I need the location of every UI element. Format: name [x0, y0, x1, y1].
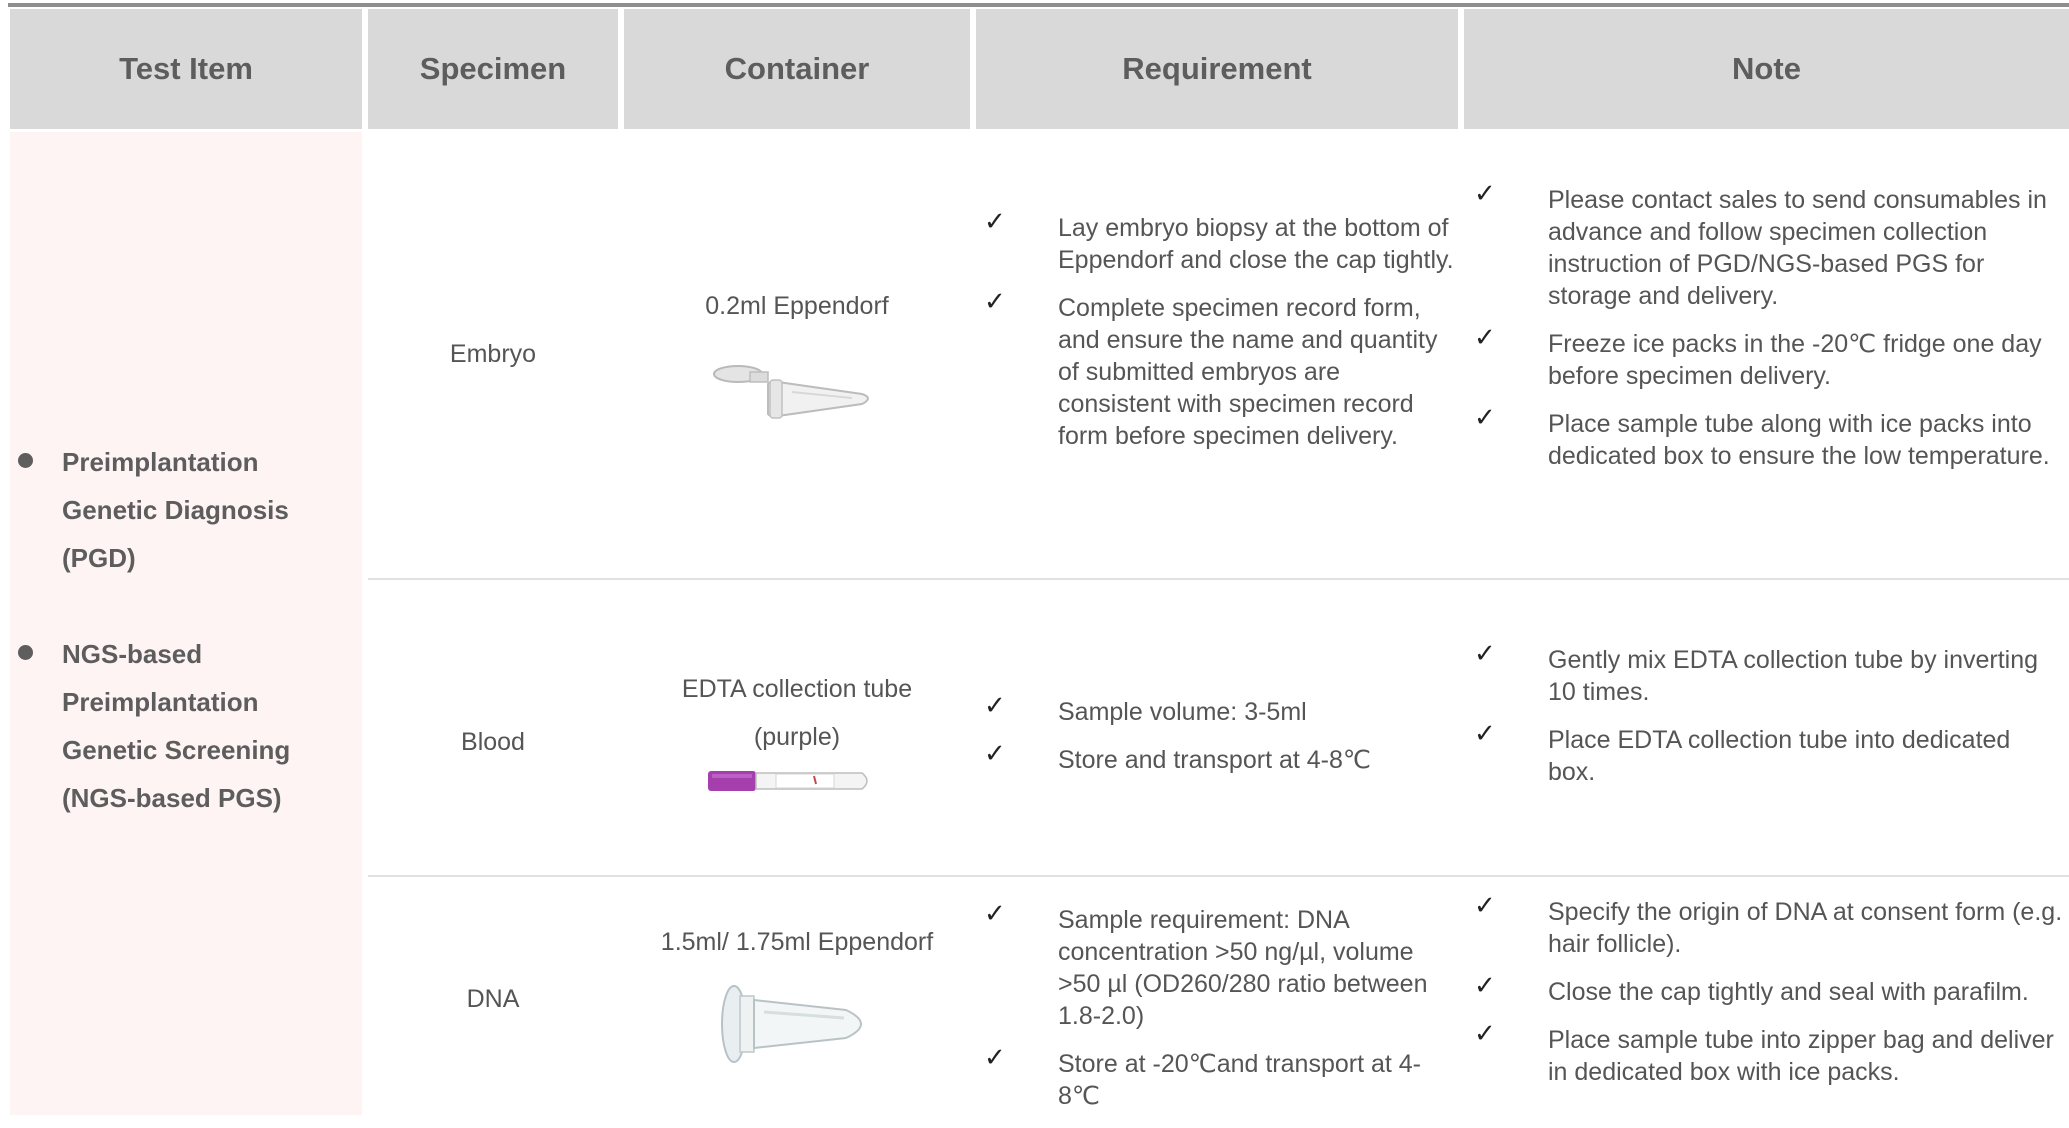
eppendorf-1.5ml-tube-icon	[716, 982, 884, 1066]
list-item: ✓ Gently mix EDTA collection tube by inverting 10 times.	[1474, 639, 2039, 706]
check-icon: ✓	[984, 287, 1006, 317]
check-icon: ✓	[1474, 403, 1496, 433]
check-icon: ✓	[1474, 179, 1496, 209]
test-item-list	[14, 438, 354, 870]
check-icon: ✓	[1474, 971, 1496, 1001]
check-icon: ✓	[1474, 323, 1496, 353]
edta-purple-tube-icon	[706, 768, 874, 794]
header-test-item: Test Item	[10, 9, 362, 129]
test-item-line: Genetic Diagnosis	[62, 495, 289, 525]
list-item: ✓ Freeze ice packs in the -20℃ fridge one day before specimen delivery.	[1474, 323, 2042, 390]
table-top-rule	[8, 3, 2069, 7]
container-label-embryo: 0.2ml Eppendorf	[705, 292, 889, 320]
requirement-list-dna	[984, 899, 1454, 1128]
list-item: ✓ Specify the origin of DNA at consent form (e.g. hair follicle).	[1474, 891, 2063, 958]
eppendorf-0.2ml-tube-icon	[712, 362, 878, 424]
check-icon: ✓	[1474, 891, 1496, 921]
header-specimen: Specimen	[368, 9, 618, 129]
list-item: ✓ Complete specimen record form, and ensure the name and quantity of submitted embryos are consistent with specimen record form before specimen delivery.	[984, 287, 1438, 450]
list-item: ✓ Store at -20℃and transport at 4-8℃	[984, 1043, 1421, 1110]
list-item: ✓ Lay embryo biopsy at the bottom of Eppendorf and close the cap tightly.	[984, 207, 1454, 274]
note-list-blood	[1474, 639, 2064, 804]
test-item-line: Genetic Screening	[62, 735, 291, 765]
specimen-embryo: Embryo	[449, 340, 537, 368]
check-icon: ✓	[1474, 719, 1496, 749]
list-item: ✓ Close the cap tightly and seal with parafilm.	[1474, 971, 2029, 1006]
header-container: Container	[624, 9, 970, 129]
header-requirement: Requirement	[976, 9, 1458, 129]
check-icon: ✓	[984, 899, 1006, 929]
check-icon: ✓	[984, 207, 1006, 237]
list-item: ✓ Sample requirement: DNA concentration >50 ng/µl, volume >50 µl (OD260/280 ratio between 1.8-2.0)	[984, 899, 1428, 1030]
test-item-pgd	[14, 438, 354, 582]
row-divider	[368, 578, 2069, 580]
header-note: Note	[1464, 9, 2069, 129]
requirement-list-embryo	[984, 207, 1454, 468]
list-item: ✓ Place sample tube into zipper bag and deliver in dedicated box with ice packs.	[1474, 1019, 2054, 1086]
check-icon: ✓	[984, 1043, 1006, 1073]
test-item-line: Preimplantation	[62, 687, 259, 717]
check-icon: ✓	[984, 691, 1006, 721]
check-icon: ✓	[1474, 1019, 1496, 1049]
list-item: ✓ Place sample tube along with ice packs into dedicated box to ensure the low temperature.	[1474, 403, 2050, 470]
bullet-icon	[18, 645, 33, 660]
specimen-dna: DNA	[466, 985, 520, 1013]
list-item: ✓ Sample volume: 3-5ml	[984, 691, 1307, 726]
list-item: ✓ Please contact sales to send consumables in advance and follow specimen collection instruction of PGD/NGS-based PGS for storage and delivery.	[1474, 179, 2047, 310]
note-list-embryo	[1474, 179, 2064, 488]
container-label-line: (purple)	[753, 723, 841, 751]
container-label-blood	[624, 665, 970, 761]
container-label-line: EDTA collection tube	[681, 675, 913, 703]
test-item-line: (NGS-based PGS)	[62, 783, 282, 813]
check-icon: ✓	[984, 739, 1006, 769]
note-list-dna	[1474, 891, 2064, 1104]
test-item-line: (PGD)	[62, 543, 136, 573]
bullet-icon	[18, 453, 33, 468]
test-item-line: NGS-based	[62, 639, 203, 669]
container-label-dna: 1.5ml/ 1.75ml Eppendorf	[660, 928, 934, 956]
test-item-ngs-pgs	[14, 630, 354, 822]
requirement-list-blood	[984, 691, 1454, 792]
row-divider	[368, 875, 2069, 877]
list-item: ✓ Store and transport at 4-8℃	[984, 739, 1371, 774]
test-item-line: Preimplantation	[62, 447, 259, 477]
specimen-blood: Blood	[461, 728, 525, 756]
check-icon: ✓	[1474, 639, 1496, 669]
list-item: ✓ Place EDTA collection tube into dedicated box.	[1474, 719, 2011, 786]
